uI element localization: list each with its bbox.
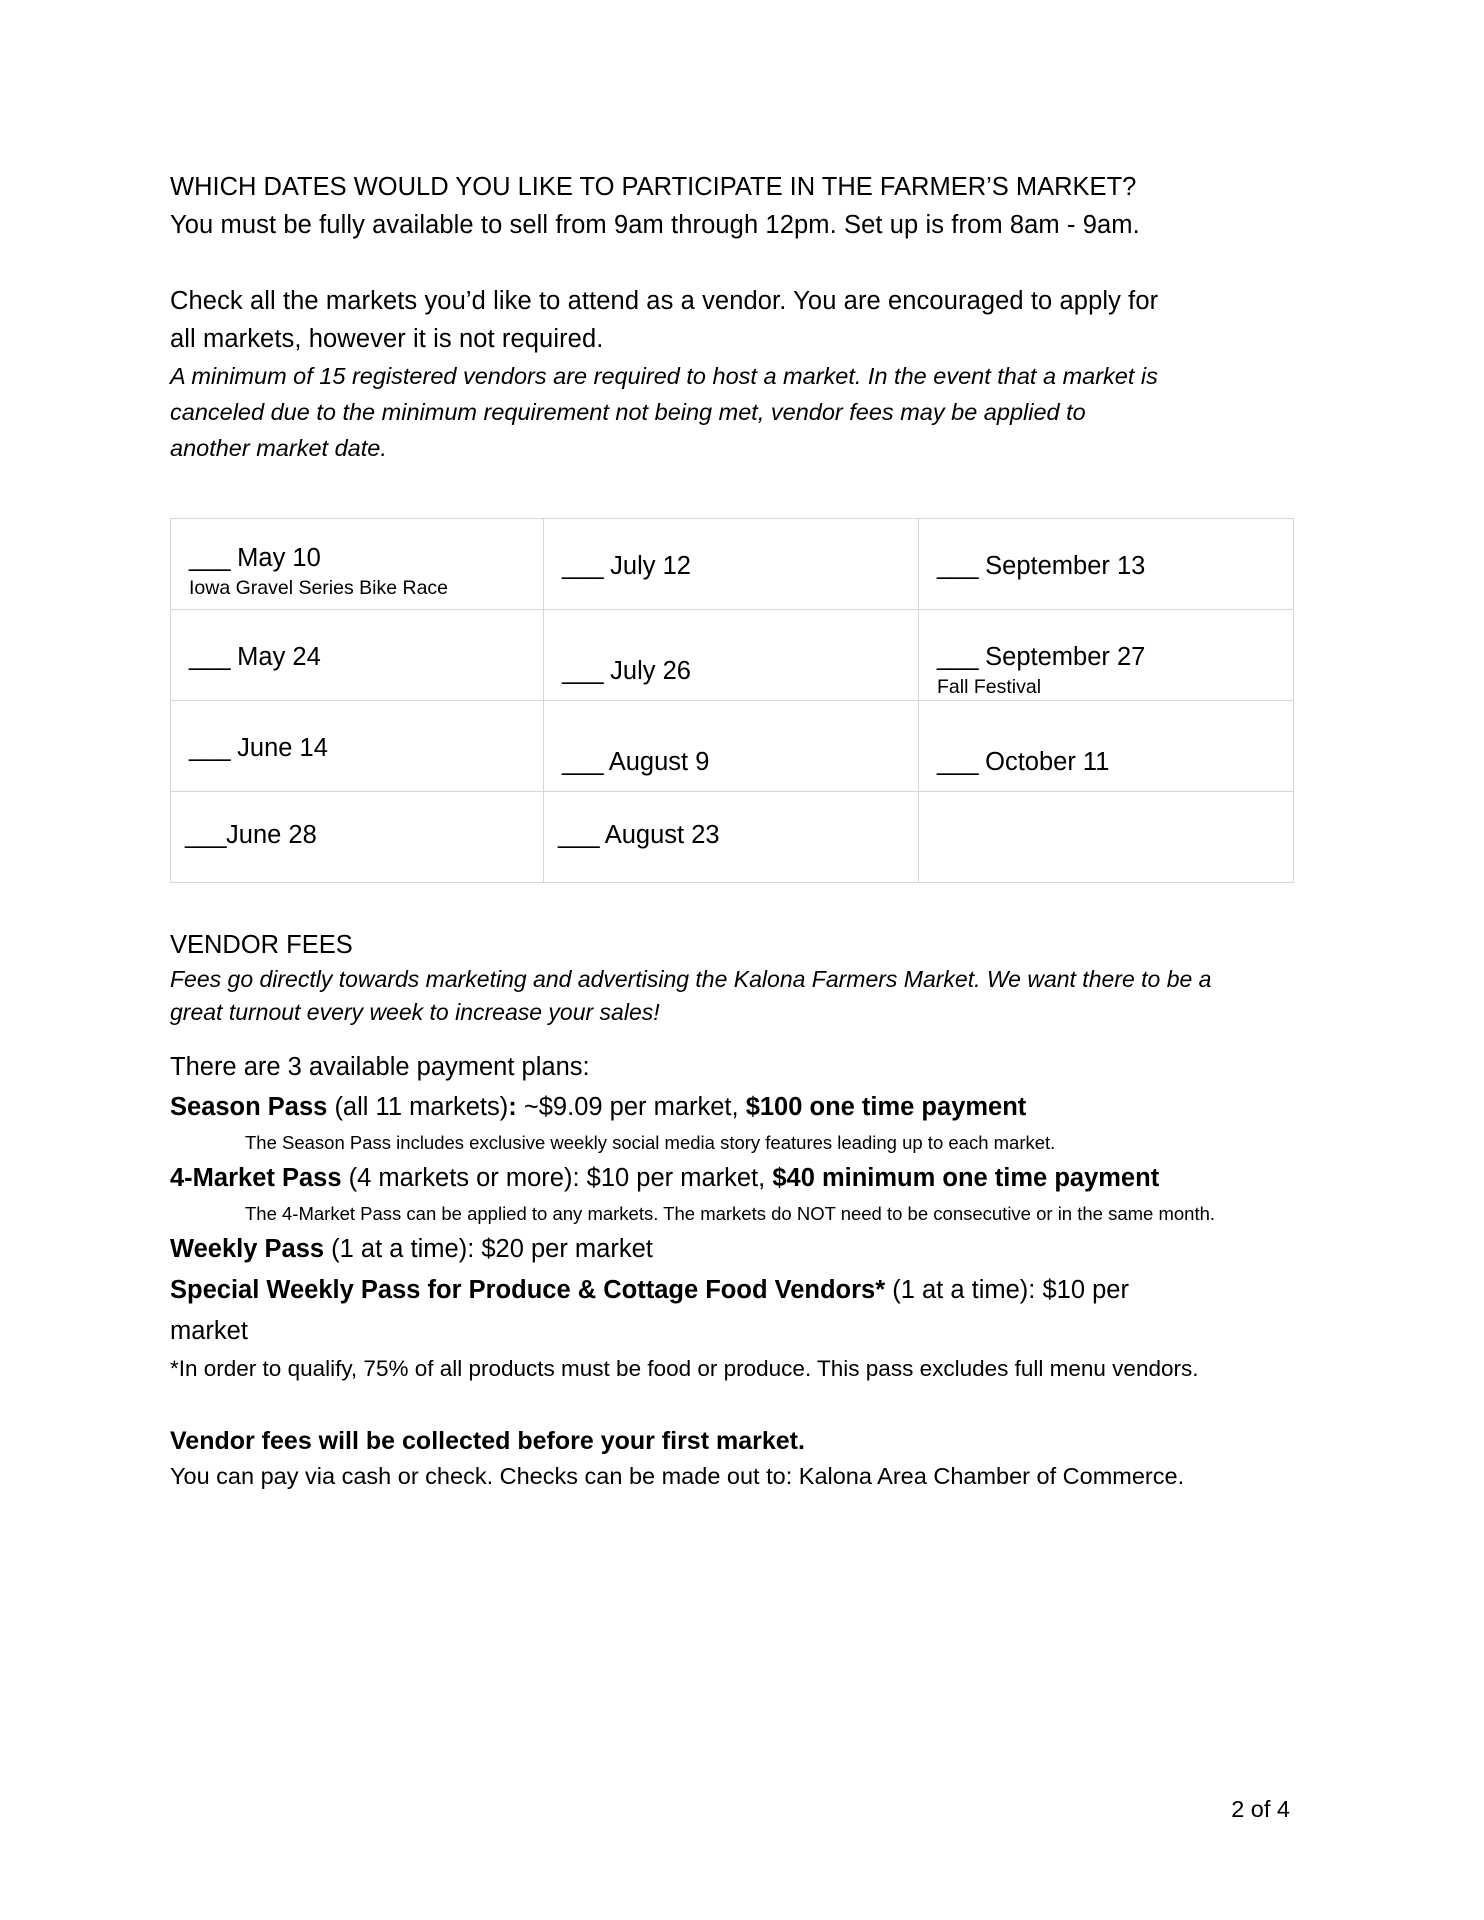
market-date-label: October 11 [985, 748, 1110, 776]
market-date-cell-empty[interactable] [919, 792, 1294, 883]
plan-special-weekly-pass [170, 1270, 1290, 1311]
minimum-vendor-note-line-3: another market date. [170, 435, 387, 461]
table-row [171, 792, 1294, 883]
payment-methods-note: You can pay via cash or check. Checks can be made out to: Kalona Area Chamber of Commerce. [170, 1463, 1185, 1489]
market-date-label: September 27 [985, 643, 1146, 671]
plan-middle: (all 11 markets) [327, 1093, 509, 1121]
table-row [171, 610, 1294, 701]
market-date-cell[interactable] [919, 519, 1294, 610]
market-date-label: August 23 [604, 821, 720, 849]
plan-name: Special Weekly Pass for Produce & Cottage Food Vendors* [170, 1276, 886, 1304]
market-dates-table [170, 518, 1294, 883]
checkbox-blank-line[interactable]: ___ [185, 821, 227, 849]
market-date-label: June 14 [237, 734, 328, 762]
minimum-vendor-note-line-1: A minimum of 15 registered vendors are required to host a market. In the event that a market is [170, 363, 1158, 389]
plan-season-pass-note: The Season Pass includes exclusive weekly social media story features leading up to each market. [245, 1132, 1056, 1153]
market-date-label: July 26 [610, 657, 691, 685]
payment-plans-intro: There are 3 available payment plans: [170, 1053, 590, 1081]
table-row [171, 519, 1294, 610]
market-date-cell[interactable] [919, 610, 1294, 701]
minimum-vendor-note-line-2: canceled due to the minimum requirement not being met, vendor fees may be applied to [170, 399, 1086, 425]
plan-season-pass [170, 1087, 1290, 1128]
plan-middle: (1 at a time): $10 per [885, 1276, 1129, 1304]
market-date-cell[interactable] [919, 701, 1294, 792]
vendor-fees-section [170, 927, 1290, 1493]
checkbox-blank-line[interactable]: ___ [937, 643, 979, 671]
market-date-label: August 9 [608, 748, 710, 776]
vendor-fees-title: VENDOR FEES [170, 931, 353, 959]
vendor-fees-intro-line-1: Fees go directly towards marketing and advertising the Kalona Farmers Market. We want there to be a [170, 966, 1212, 992]
market-date-label: September 13 [985, 552, 1146, 580]
checkbox-blank-line[interactable]: ___ [562, 552, 604, 580]
market-date-cell[interactable] [544, 792, 919, 883]
instructions-line-2: all markets, however it is not required. [170, 325, 604, 353]
market-date-cell[interactable] [171, 792, 544, 883]
checkbox-blank-line[interactable]: ___ [558, 821, 600, 849]
plan-detail: ~$9.09 per market, [516, 1093, 746, 1121]
checkbox-blank-line[interactable]: ___ [937, 748, 979, 776]
qualify-footnote: *In order to qualify, 75% of all products must be food or produce. This pass excludes full menu vendors. [170, 1356, 1199, 1381]
plan-name: Season Pass [170, 1093, 328, 1121]
plan-name: 4-Market Pass [170, 1164, 342, 1192]
market-date-subtitle: Iowa Gravel Series Bike Race [189, 577, 449, 599]
instructions-line-1: Check all the markets you’d like to attend as a vendor. You are encouraged to apply for [170, 287, 1159, 315]
checkbox-blank-line[interactable]: ___ [189, 734, 231, 762]
checkbox-blank-line[interactable]: ___ [562, 748, 604, 776]
plan-4-market-pass [170, 1158, 1290, 1199]
checkbox-blank-line[interactable]: ___ [189, 544, 231, 572]
market-date-cell[interactable] [544, 610, 919, 701]
market-date-cell[interactable] [544, 701, 919, 792]
vendor-fees-intro-line-2: great turnout every week to increase your sales! [170, 999, 660, 1025]
plan-4-market-pass-note: The 4-Market Pass can be applied to any markets. The markets do NOT need to be consecutive or in the same month. [245, 1203, 1216, 1224]
plan-special-weekly-pass-wrap: market [170, 1317, 248, 1345]
page-title: WHICH DATES WOULD YOU LIKE TO PARTICIPATE IN THE FARMER’S MARKET? [170, 173, 1137, 201]
checkbox-blank-line[interactable]: ___ [562, 657, 604, 685]
availability-note: You must be fully available to sell from 9am through 12pm. Set up is from 8am - 9am. [170, 211, 1140, 239]
checkbox-blank-line[interactable]: ___ [937, 552, 979, 580]
market-date-cell[interactable] [171, 610, 544, 701]
spacer [170, 1385, 1290, 1423]
plan-emphasis: $40 minimum one time payment [772, 1164, 1160, 1192]
fee-collection-notice: Vendor fees will be collected before your first market. [170, 1427, 805, 1455]
spacer [170, 1029, 1290, 1047]
plan-emphasis: $100 one time payment [745, 1093, 1027, 1121]
market-date-cell[interactable] [171, 701, 544, 792]
market-date-cell[interactable] [544, 519, 919, 610]
market-date-label: June 28 [226, 821, 317, 849]
checkbox-blank-line[interactable]: ___ [189, 643, 231, 671]
document-content [170, 168, 1290, 1493]
market-date-subtitle: Fall Festival [937, 676, 1042, 698]
market-date-label: May 24 [237, 643, 321, 671]
page-number: 2 of 4 [1231, 1796, 1290, 1822]
spacer [170, 244, 1290, 282]
plan-name: Weekly Pass [170, 1235, 325, 1263]
market-date-label: July 12 [610, 552, 691, 580]
market-date-cell[interactable] [171, 519, 544, 610]
plan-middle: (4 markets or more): $10 per market, [341, 1164, 773, 1192]
market-date-label: May 10 [237, 544, 321, 572]
plan-weekly-pass [170, 1229, 1290, 1270]
plan-middle: (1 at a time): $20 per market [324, 1235, 653, 1263]
plan-colon: : [508, 1093, 517, 1121]
table-row [171, 701, 1294, 792]
